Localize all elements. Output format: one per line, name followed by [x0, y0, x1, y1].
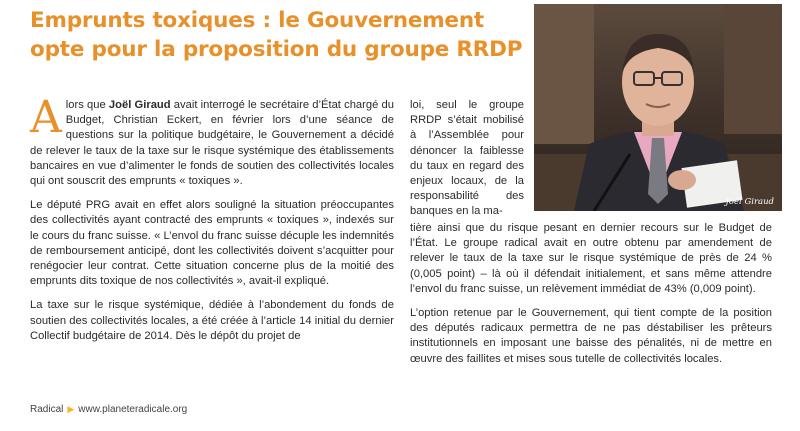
triangle-marker-icon: ▶: [67, 404, 75, 414]
intro-text-a: lors que: [65, 99, 109, 111]
author-name: Joël Giraud: [108, 99, 171, 111]
drop-cap: A: [30, 92, 62, 143]
speaker-photo: [534, 4, 782, 211]
footer-url[interactable]: www.planeteradicale.org: [78, 404, 188, 415]
paragraph-2: Le député PRG avait en effet alors souligné la situation préoccupantes des collectivités ayant contracté des emprunts « toxiques », indexés sur le cours du franc suisse. « L’envol du franc suisse décuple les indemnités de remboursement anticipé, dont les collectivités doivent s’acquitter pour renégocier leur contrat. Cette situation concerne plus de la moitié des emprunts dits toxique de nos collectivités », avait-il expliqué.: [30, 199, 394, 288]
photo-caption: Joël Giraud: [725, 197, 774, 207]
title-line-2: opte pour la proposition du groupe RRDP: [30, 37, 523, 62]
article-title: [30, 6, 530, 64]
paragraph-3: La taxe sur le risque systémique, dédiée à l’abondement du fonds de soutien des collectivités locales, a été créée à l’article 14 initial du dernier Collectif budgétaire de 2014. Dès le dépôt du projet de: [30, 299, 394, 342]
paragraph-intro: [30, 92, 394, 189]
article-column-left: [30, 92, 394, 353]
paragraph-5: L’option retenue par le Gouvernement, qui tient compte de la position des députés radicaux permettra de ne pas déstabiliser les prêteurs institutionnels en imposant une baisse des pénalités, ni de mettre en œuvre des faillites et mises sous tutelle de collectivités locales.: [410, 307, 772, 365]
title-line-1: Emprunts toxiques : le Gouvernement: [30, 8, 485, 33]
paragraph-4: tière ainsi que du risque pesant en dernier recours sur le Budget de l’État. Le groupe radical avait en outre obtenu par amendement de relever le taux de la taxe sur le risque systémique de près de 24 % (0,005 point) – là où il défendait initialement, et sans même attendre l’envol du franc suisse, un relèvement immédiat de 43% (0,009 point).: [410, 222, 772, 295]
paragraph-continued: loi, seul le groupe RRDP s’était mobilisé à l’Assemblée pour dénoncer la faiblesse du taux en regard des enjeux locaux, de la responsabilité des banques en la ma-: [410, 99, 524, 218]
article-column-right-wide: [410, 221, 772, 376]
page-footer: [30, 404, 187, 415]
intro-text-b: avait interrogé le secrétaire d’État chargé du Budget, Christian Eckert, en février lors d’une séance de questions sur la politique budgétaire, le Gouvernement a décidé de relever le taux de la taxe sur le risque systémique des établissements bancaires en vue d’alimenter le fonds de soutien des collectivités locales qui ont souscrit des emprunts « toxiques ».: [30, 99, 394, 188]
speaker-illustration: [534, 4, 782, 211]
footer-brand: Radical: [30, 404, 64, 415]
article-column-right-narrow: [410, 98, 524, 229]
